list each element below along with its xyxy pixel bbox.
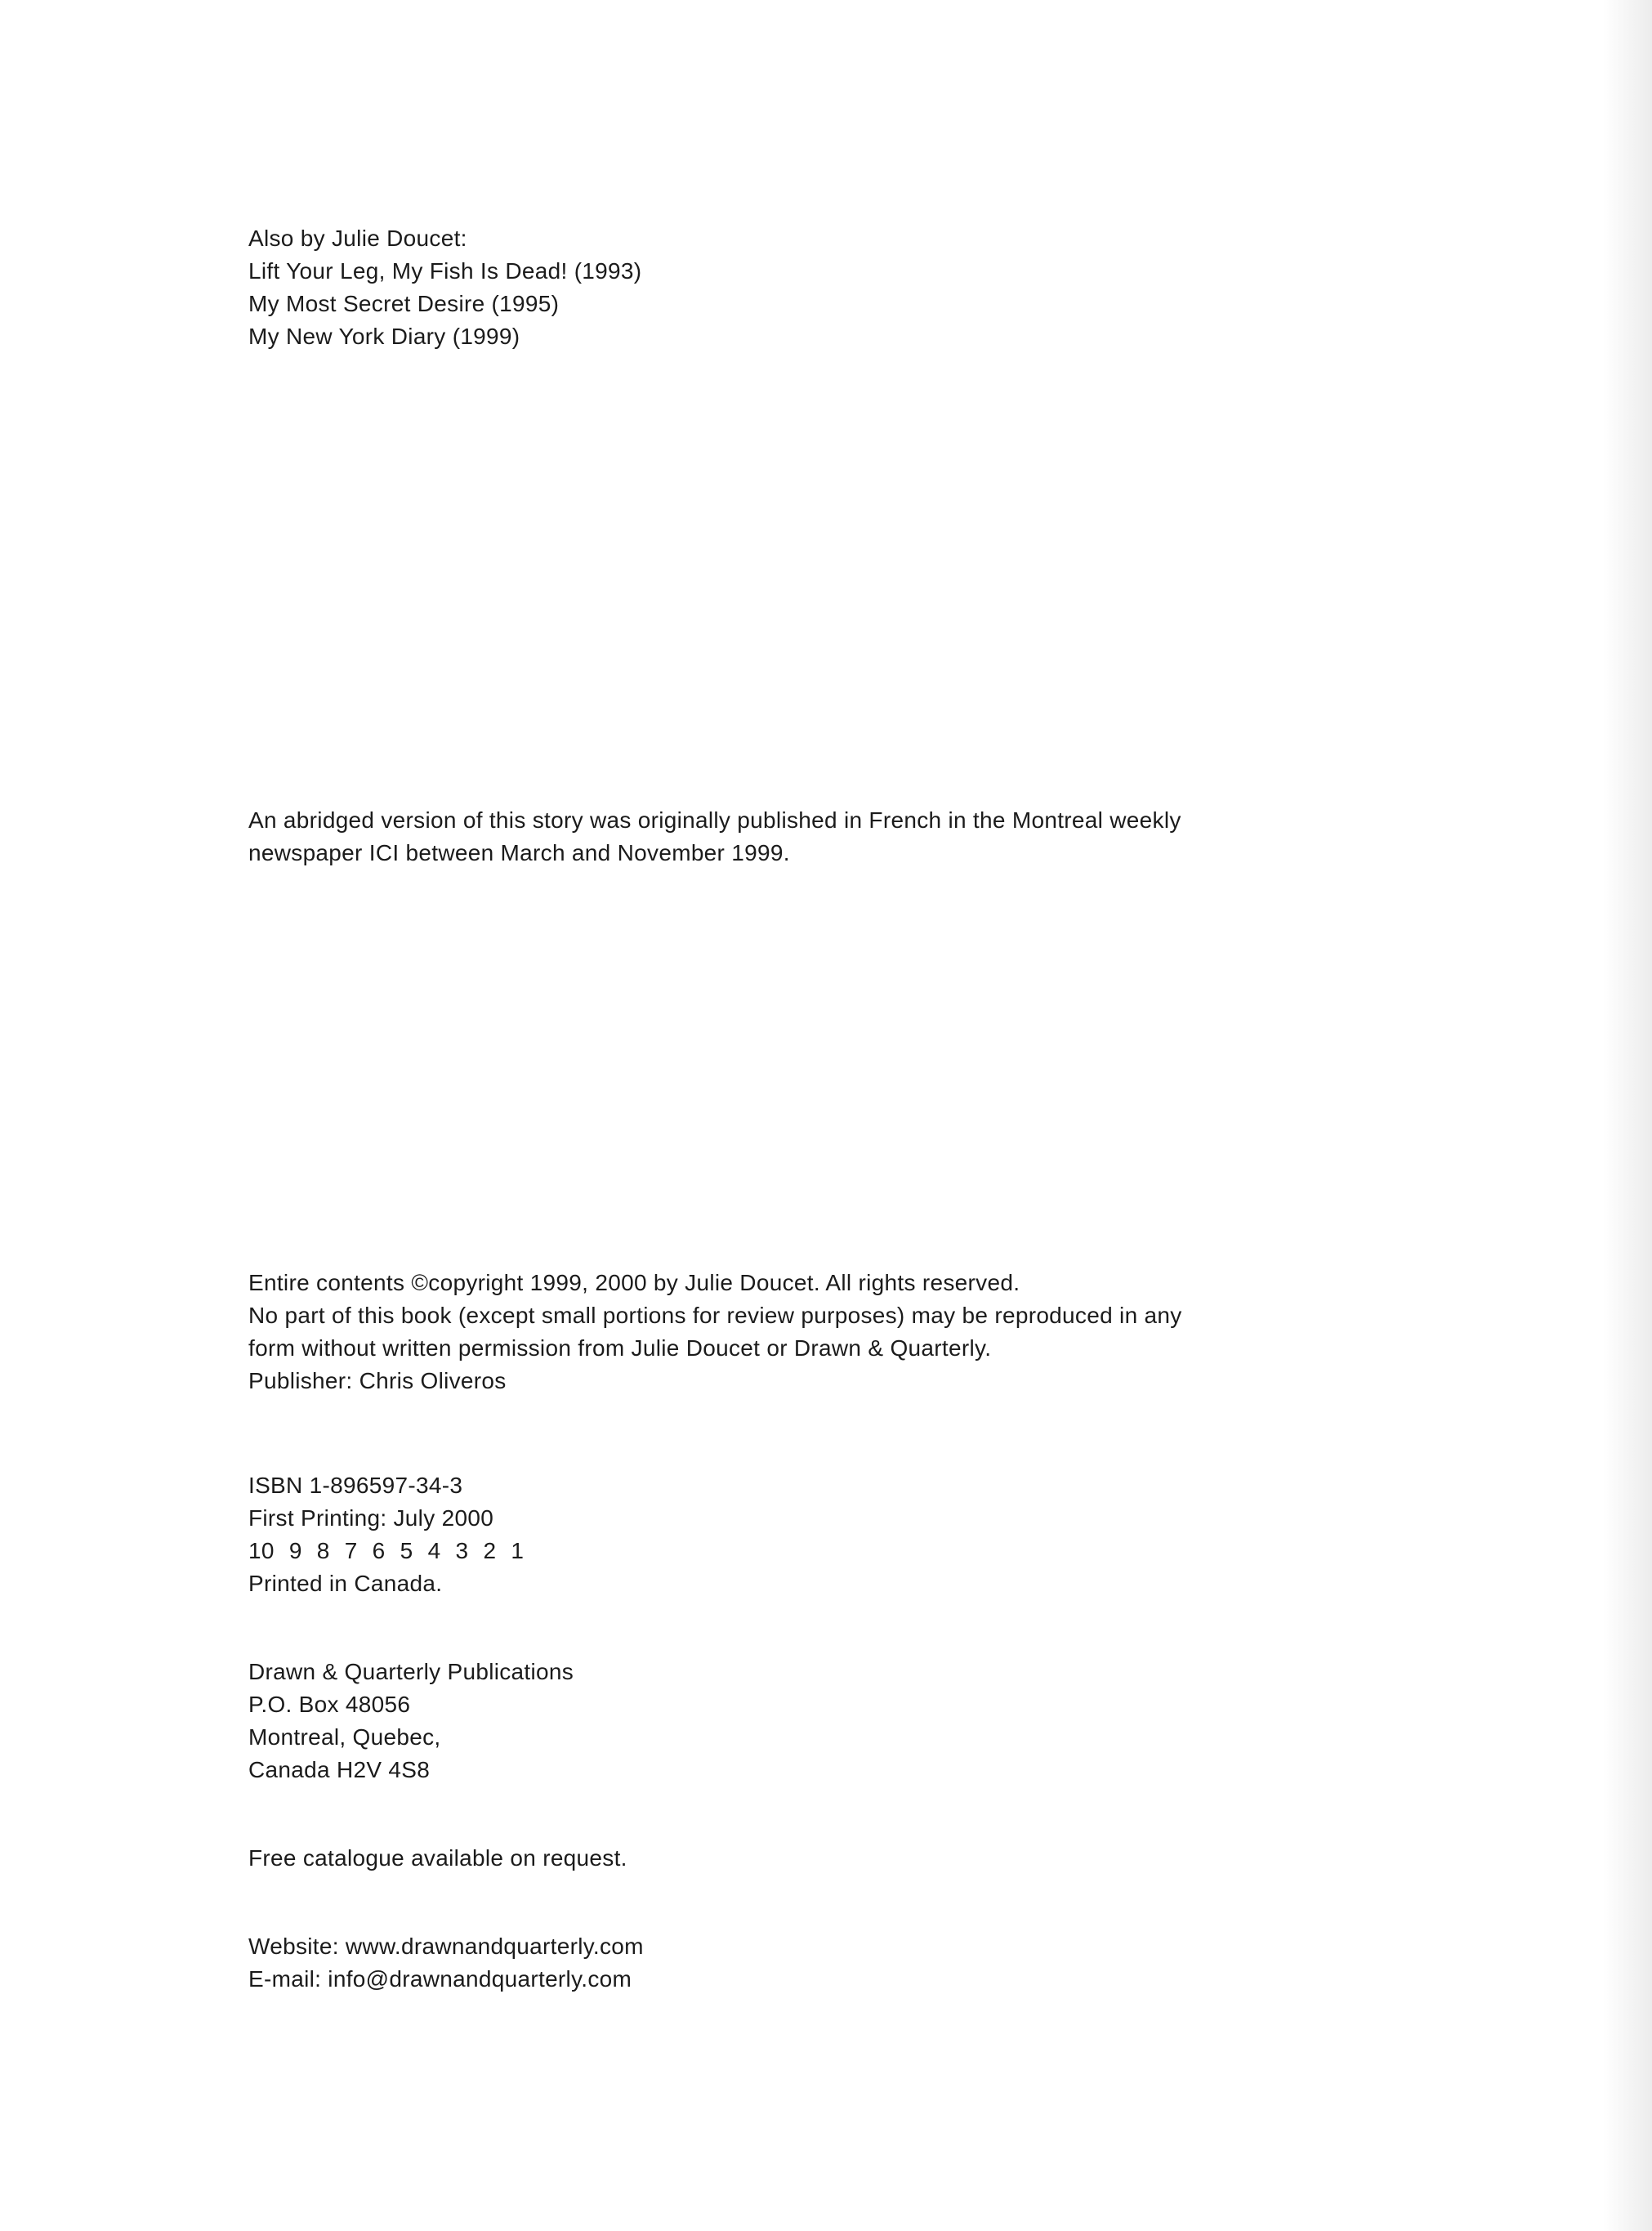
website-line: Website: www.drawnandquarterly.com [248, 1934, 644, 1959]
address-line: Drawn & Quarterly Publications [248, 1659, 574, 1684]
catalogue-note [248, 1842, 627, 1875]
contact-info [248, 1930, 644, 1996]
print-line: 10 9 8 7 6 5 4 3 2 1 [248, 1538, 525, 1563]
first-printing: First Printing: July 2000 [248, 1505, 494, 1531]
printed-in: Printed in Canada. [248, 1571, 443, 1596]
email-line: E-mail: info@drawnandquarterly.com [248, 1966, 632, 1992]
abridged-note-line: newspaper ICI between March and November 1999. [248, 840, 790, 865]
publisher-address [248, 1656, 574, 1786]
book-title: My Most Secret Desire (1995) [248, 291, 560, 316]
book-title: Lift Your Leg, My Fish Is Dead! (1993) [248, 258, 642, 284]
abridged-note-line: An abridged version of this story was originally published in French in the Montreal weekly [248, 807, 1181, 833]
also-by-section [248, 222, 641, 353]
book-title: My New York Diary (1999) [248, 324, 520, 349]
printing-info [248, 1469, 524, 1600]
address-line: Montreal, Quebec, [248, 1724, 441, 1750]
isbn: ISBN 1-896597-34-3 [248, 1473, 463, 1498]
catalogue-line: Free catalogue available on request. [248, 1845, 627, 1871]
copyright-line: Entire contents ©copyright 1999, 2000 by Julie Doucet. All rights reserved. [248, 1270, 1020, 1295]
address-line: Canada H2V 4S8 [248, 1757, 431, 1782]
page-edge-shadow [1603, 0, 1652, 2231]
copyright-line: No part of this book (except small portions for review purposes) may be reproduced in any [248, 1303, 1182, 1328]
address-line: P.O. Box 48056 [248, 1692, 411, 1717]
copyright-line: form without written permission from Julie Doucet or Drawn & Quarterly. [248, 1335, 992, 1361]
publisher-line: Publisher: Chris Oliveros [248, 1368, 507, 1393]
copyright-section [248, 1267, 1182, 1397]
also-by-heading: Also by Julie Doucet: [248, 226, 467, 251]
abridged-note [248, 804, 1181, 870]
